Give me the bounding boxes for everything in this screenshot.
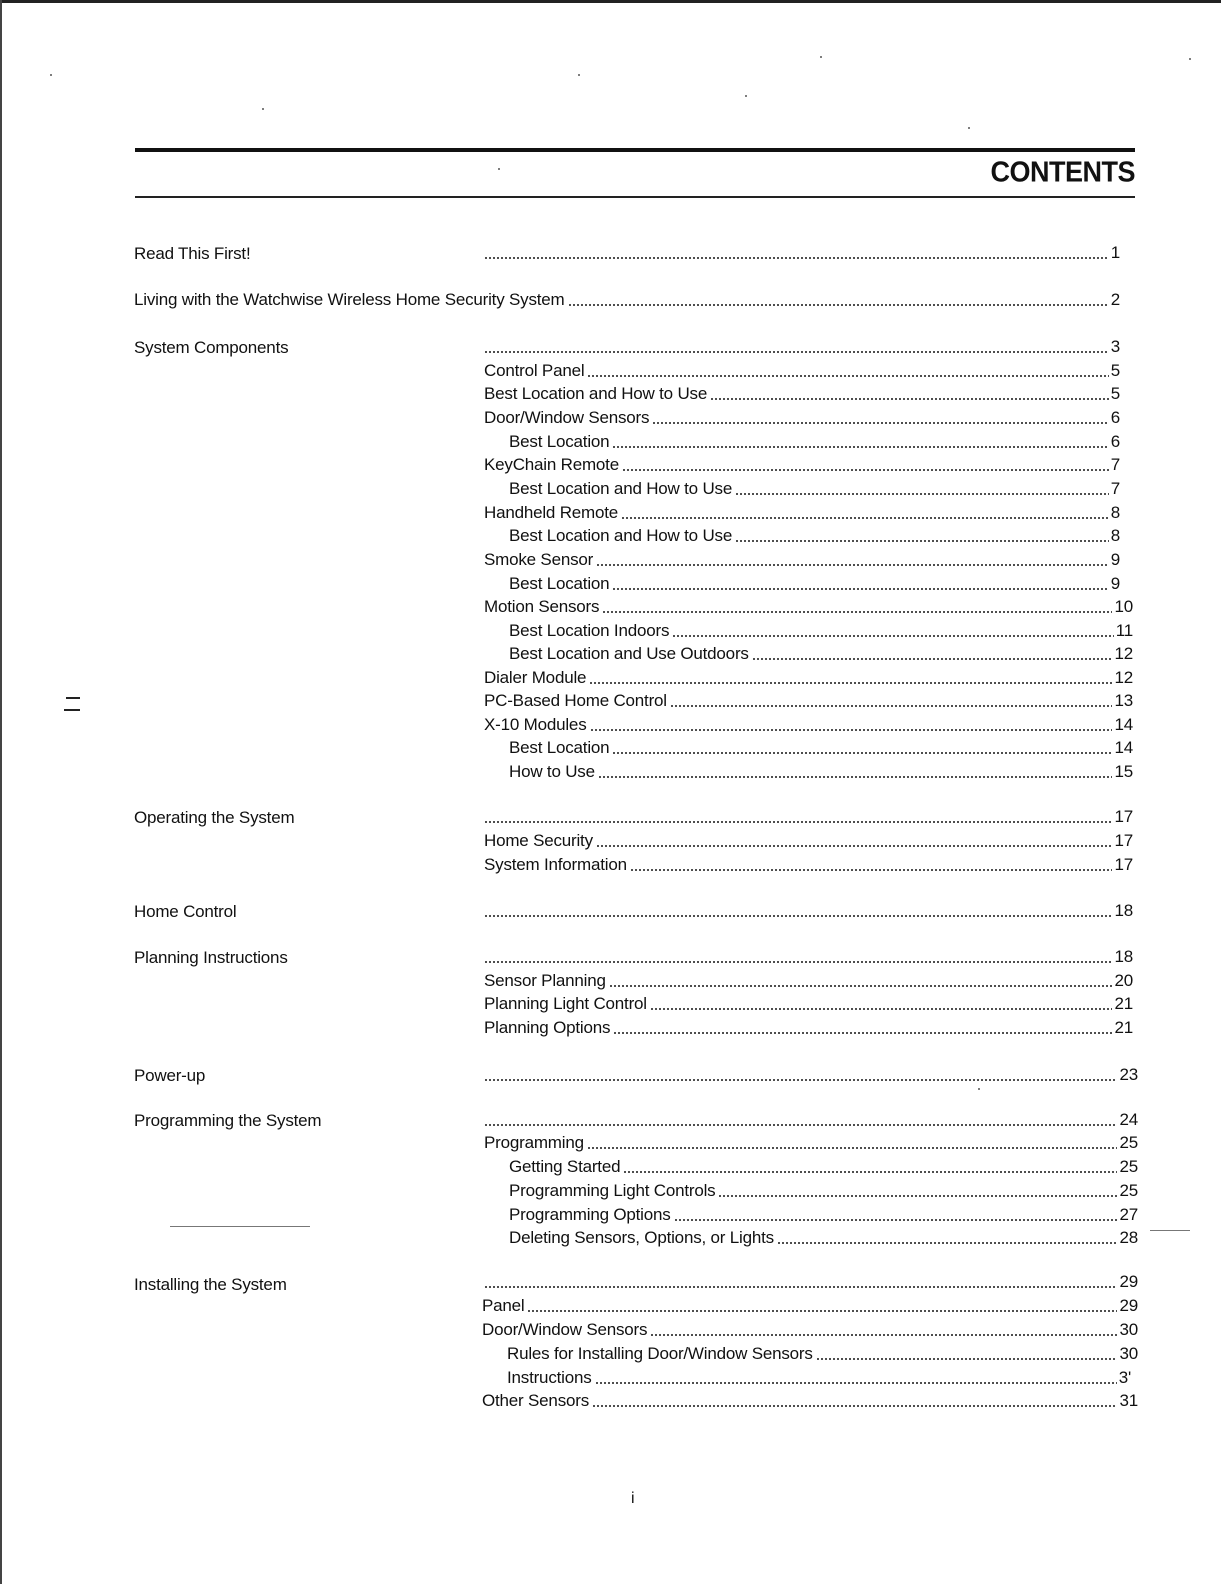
- toc-entry-label: Best Location: [509, 432, 612, 452]
- dot-leader: [484, 1285, 1117, 1289]
- toc-entry[interactable]: [482, 1389, 1138, 1411]
- toc-entry-label: PC-Based Home Control: [484, 691, 670, 711]
- toc-entry[interactable]: [507, 1342, 1138, 1364]
- dot-leader: [777, 1241, 1118, 1245]
- dot-leader: [612, 751, 1112, 755]
- dot-leader: [598, 775, 1113, 779]
- dot-leader: [589, 681, 1112, 685]
- dot-leader: [752, 657, 1113, 661]
- toc-page-number: 25: [1119, 1157, 1138, 1176]
- page-number: i: [631, 1490, 635, 1507]
- header-rule-bottom: [135, 196, 1135, 198]
- toc-entry[interactable]: [484, 1108, 1138, 1130]
- toc-entry-label: Home Security: [484, 831, 596, 851]
- dot-leader: [596, 844, 1113, 848]
- dot-leader: [484, 820, 1112, 824]
- toc-entry[interactable]: [482, 1294, 1138, 1316]
- toc-entry-label: Best Location and How to Use: [509, 479, 735, 499]
- page-top-edge: [0, 0, 1221, 3]
- toc-entry[interactable]: [484, 501, 1120, 523]
- toc-entry-label: Getting Started: [509, 1157, 623, 1177]
- toc-entry-label: Motion Sensors: [484, 597, 602, 617]
- scan-speck: [1189, 58, 1191, 60]
- toc-entry[interactable]: [509, 572, 1120, 594]
- toc-entry[interactable]: [509, 736, 1133, 758]
- toc-page-number: 21: [1114, 1018, 1133, 1037]
- dot-leader: [587, 1146, 1118, 1150]
- toc-entry-label: Door/Window Sensors: [484, 408, 652, 428]
- dot-leader: [623, 1170, 1117, 1174]
- toc-section-title: Read This First!: [134, 244, 251, 263]
- toc-page-number: 21: [1114, 994, 1133, 1013]
- page-title: CONTENTS: [990, 156, 1135, 188]
- toc-page-number: 3': [1118, 1368, 1131, 1387]
- dot-leader: [484, 960, 1112, 964]
- toc-page-number: 31: [1119, 1391, 1138, 1410]
- toc-page-number: 28: [1119, 1228, 1138, 1247]
- toc-page-number: 1: [1110, 243, 1120, 262]
- toc-entry-label: Sensor Planning: [484, 971, 609, 991]
- toc-section-title: Programming the System: [134, 1111, 322, 1130]
- scan-speck: [578, 74, 580, 76]
- toc-entry-label: Programming: [484, 1133, 587, 1153]
- toc-entry-label: Smoke Sensor: [484, 550, 596, 570]
- dot-leader: [596, 563, 1109, 567]
- toc-page-number: 6: [1110, 408, 1120, 427]
- dot-leader: [484, 1123, 1117, 1127]
- toc-page-number: 7: [1110, 455, 1120, 474]
- toc-page-number: 14: [1114, 738, 1133, 757]
- toc-entry[interactable]: [484, 1270, 1138, 1292]
- toc-page-number: 25: [1119, 1133, 1138, 1152]
- toc-page-number: 11: [1115, 621, 1133, 640]
- toc-entry-label: Deleting Sensors, Options, or Lights: [509, 1228, 777, 1248]
- toc-entry[interactable]: [484, 1131, 1138, 1153]
- toc-page-number: 17: [1114, 831, 1133, 850]
- scan-speck: [50, 74, 52, 76]
- toc-entry[interactable]: [509, 760, 1133, 782]
- toc-section-title: Home Control: [134, 902, 237, 921]
- toc-entry[interactable]: [509, 1203, 1138, 1225]
- toc-page-number: 9: [1110, 574, 1120, 593]
- toc-entry[interactable]: [484, 1063, 1138, 1085]
- toc-page-number: 18: [1114, 947, 1133, 966]
- dot-leader: [613, 1031, 1112, 1035]
- scan-speck: [262, 108, 264, 110]
- dot-leader: [484, 256, 1109, 260]
- toc-entry-label: Other Sensors: [482, 1391, 592, 1411]
- toc-entry[interactable]: [509, 524, 1120, 546]
- scan-mark: [1150, 1230, 1190, 1231]
- dot-leader: [590, 728, 1113, 732]
- toc-entry[interactable]: [484, 945, 1133, 967]
- toc-entry[interactable]: [507, 1366, 1131, 1388]
- scan-mark: [64, 709, 80, 711]
- dot-leader: [652, 421, 1108, 425]
- toc-page-number: 7: [1110, 479, 1120, 498]
- toc-section-title: System Components: [134, 338, 289, 357]
- toc-page-number: 14: [1114, 715, 1133, 734]
- toc-page-number: 8: [1110, 526, 1120, 545]
- dot-leader: [674, 1218, 1118, 1222]
- toc-entry-label: Planning Options: [484, 1018, 613, 1038]
- toc-entry-label: How to Use: [509, 762, 598, 782]
- dot-leader: [612, 445, 1108, 449]
- toc-entry[interactable]: [484, 805, 1133, 827]
- toc-entry[interactable]: [484, 829, 1133, 851]
- toc-page-number: 23: [1119, 1065, 1138, 1084]
- toc-entry[interactable]: [484, 382, 1120, 404]
- dot-leader: [650, 1333, 1117, 1337]
- dot-leader: [612, 587, 1108, 591]
- toc-page-number: 18: [1114, 901, 1133, 920]
- toc-page-number: 5: [1110, 361, 1120, 380]
- toc-entry-label: Planning Light Control: [484, 994, 650, 1014]
- scan-speck: [978, 1088, 980, 1090]
- dot-leader: [670, 704, 1113, 708]
- header-rule-top: [135, 148, 1135, 152]
- toc-entry[interactable]: [484, 899, 1133, 921]
- toc-page-number: 25: [1119, 1181, 1138, 1200]
- toc-page-number: 12: [1114, 644, 1133, 663]
- dot-leader: [595, 1381, 1117, 1385]
- scan-speck: [498, 168, 500, 170]
- toc-page-number: 30: [1119, 1344, 1138, 1363]
- toc-entry[interactable]: [484, 713, 1133, 735]
- toc-entry[interactable]: [484, 1016, 1133, 1038]
- toc-entry[interactable]: [134, 288, 1120, 310]
- toc-entry[interactable]: [484, 969, 1133, 991]
- toc-page-number: 29: [1119, 1272, 1138, 1291]
- toc-entry[interactable]: [509, 430, 1120, 452]
- dot-leader: [602, 610, 1112, 614]
- toc-entry[interactable]: [509, 1226, 1138, 1248]
- toc-page-number: 17: [1114, 807, 1133, 826]
- toc-entry[interactable]: [509, 1179, 1138, 1201]
- toc-page-number: 29: [1119, 1296, 1138, 1315]
- toc-entry-label: Best Location and How to Use: [509, 526, 735, 546]
- dot-leader: [484, 914, 1112, 918]
- toc-page-number: 20: [1114, 971, 1133, 990]
- toc-entry-label: Door/Window Sensors: [482, 1320, 650, 1340]
- toc-entry-label: Rules for Installing Door/Window Sensors: [507, 1344, 816, 1364]
- scan-speck: [968, 127, 970, 129]
- toc-entry[interactable]: [484, 453, 1120, 475]
- toc-section-title: Living with the Watchwise Wireless Home Security System: [134, 290, 568, 310]
- toc-entry[interactable]: [484, 992, 1133, 1014]
- toc-entry-label: Best Location: [509, 574, 612, 594]
- toc-entry[interactable]: [484, 406, 1120, 428]
- toc-entry[interactable]: [509, 642, 1133, 664]
- dot-leader: [484, 1078, 1117, 1082]
- toc-page-number: 30: [1119, 1320, 1138, 1339]
- dot-leader: [621, 516, 1109, 520]
- toc-entry-label: System Information: [484, 855, 630, 875]
- dot-leader: [609, 984, 1113, 988]
- dot-leader: [630, 868, 1113, 872]
- dot-leader: [735, 492, 1109, 496]
- toc-entry-label: Panel: [482, 1296, 527, 1316]
- toc-page-number: 27: [1119, 1205, 1138, 1224]
- dot-leader: [718, 1194, 1117, 1198]
- toc-entry[interactable]: [509, 1155, 1138, 1177]
- toc-page-number: 6: [1110, 432, 1120, 451]
- dot-leader: [816, 1357, 1118, 1361]
- toc-page-number: 10: [1114, 597, 1133, 616]
- toc-entry[interactable]: [484, 689, 1133, 711]
- scan-speck: [745, 95, 747, 97]
- scan-mark: [170, 1226, 310, 1227]
- toc-section-title: Installing the System: [134, 1275, 287, 1294]
- toc-page-number: 17: [1114, 855, 1133, 874]
- dot-leader: [568, 303, 1109, 307]
- toc-page-number: 15: [1114, 762, 1133, 781]
- toc-page-number: 12: [1114, 668, 1133, 687]
- toc-page-number: 5: [1110, 384, 1120, 403]
- toc-entry[interactable]: [509, 477, 1120, 499]
- dot-leader: [484, 350, 1109, 354]
- toc-entry[interactable]: [484, 335, 1120, 357]
- toc-page-number: 8: [1110, 503, 1120, 522]
- toc-page-number: 24: [1119, 1110, 1138, 1129]
- toc-entry-label: Handheld Remote: [484, 503, 621, 523]
- toc-entry[interactable]: [484, 595, 1133, 617]
- toc-entry-label: KeyChain Remote: [484, 455, 622, 475]
- toc-entry[interactable]: [484, 241, 1120, 263]
- toc-entry[interactable]: [484, 666, 1133, 688]
- toc-entry-label: Best Location and How to Use: [484, 384, 710, 404]
- toc-entry-label: Best Location and Use Outdoors: [509, 644, 752, 664]
- toc-page-number: 3: [1110, 337, 1120, 356]
- toc-entry-label: Programming Options: [509, 1205, 674, 1225]
- dot-leader: [650, 1007, 1113, 1011]
- toc-entry[interactable]: [482, 1318, 1138, 1340]
- dot-leader: [587, 374, 1108, 378]
- toc-entry-label: Control Panel: [484, 361, 587, 381]
- toc-entry-label: Best Location: [509, 738, 612, 758]
- dot-leader: [592, 1404, 1117, 1408]
- toc-entry-label: Instructions: [507, 1368, 595, 1388]
- dot-leader: [622, 468, 1109, 472]
- dot-leader: [527, 1309, 1117, 1313]
- dot-leader: [672, 634, 1114, 638]
- toc-entry-label: X-10 Modules: [484, 715, 590, 735]
- toc-entry-label: Dialer Module: [484, 668, 589, 688]
- toc-entry-label: Best Location Indoors: [509, 621, 672, 641]
- toc-entry-label: Programming Light Controls: [509, 1181, 718, 1201]
- scan-speck: [820, 56, 822, 58]
- toc-entry[interactable]: [509, 619, 1133, 641]
- page-left-edge: [0, 0, 2, 1584]
- scan-mark: [66, 697, 80, 699]
- toc-section-title: Planning Instructions: [134, 948, 288, 967]
- toc-section-title: Operating the System: [134, 808, 295, 827]
- toc-section-title: Power-up: [134, 1066, 206, 1085]
- toc-page-number: 2: [1110, 290, 1120, 309]
- dot-leader: [710, 397, 1109, 401]
- toc-page-number: 9: [1110, 550, 1120, 569]
- toc-entry[interactable]: [484, 853, 1133, 875]
- dot-leader: [735, 539, 1109, 543]
- toc-entry[interactable]: [484, 359, 1120, 381]
- toc-page-number: 13: [1114, 691, 1133, 710]
- toc-entry[interactable]: [484, 548, 1120, 570]
